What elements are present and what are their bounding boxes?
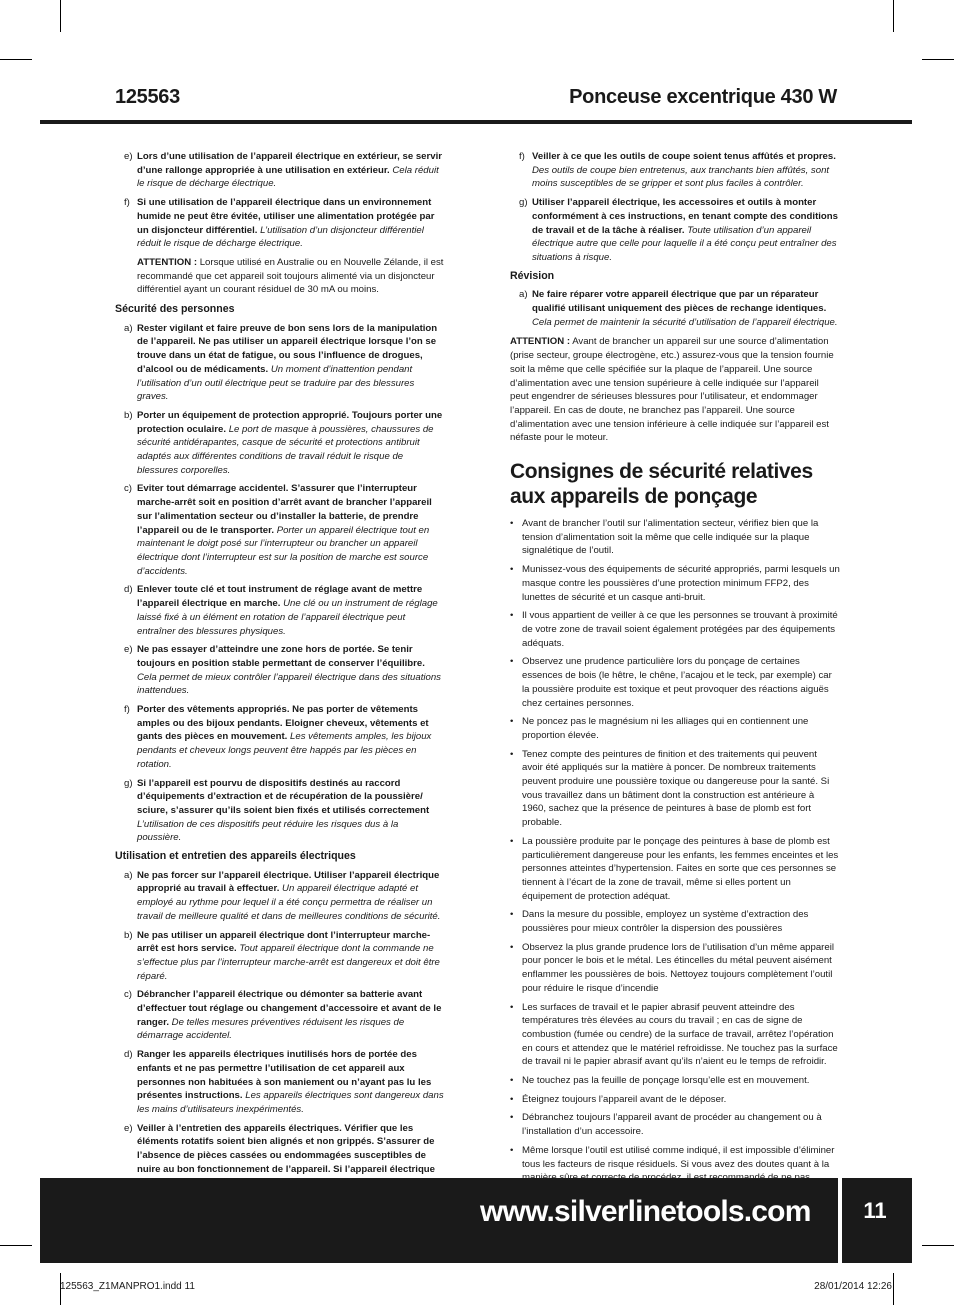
bullet-marker: • bbox=[510, 1144, 514, 1156]
bullet-item: • Éteignez toujours l’appareil avant de le déposer. bbox=[510, 1093, 727, 1105]
instruction-item: a) Ne faire réparer votre appareil électrique que par un réparateur qualifié utilisant uniquement des pièces de rechange identiques. Cela permet de maintenir la sécurité d’utilisation de l’appareil électrique. bbox=[519, 289, 838, 328]
bullet-item: • Munissez-vous des équipements de sécurité appropriés, parmi lesquels un masque contre les poussières d’une protection minimum FFP2, des lunettes de sécurité et un casque anti-bruit. bbox=[510, 564, 840, 603]
bullet-item: • Avant de brancher l’outil sur l’alimentation secteur, vérifiez bien que la tension d’alimentation soit la même que celle indiquée sur la plaque signalétique de l’outil. bbox=[510, 518, 819, 557]
instruction-item: f) Veiller à ce que les outils de coupe soient tenus affûtés et propres. Des outils de coupe bien entretenus, aux tranchants bien affûtés, sont moins susceptibles de se gripper et sont plus faciles à contrôler. bbox=[519, 151, 836, 190]
crop-mark bbox=[0, 1245, 32, 1246]
bullet-marker: • bbox=[510, 1093, 514, 1105]
page-number: 11 bbox=[863, 1198, 887, 1223]
instruction-item: d) Enlever toute clé et tout instrument de réglage avant de mettre l’appareil électrique en marche. Une clé ou un instrument de réglage laissé fixé à un élément en rotation de l’appareil électrique peut entraîner des blessures physiques. bbox=[124, 584, 438, 637]
subheading-personal-safety: Sécurité des personnes bbox=[115, 303, 235, 316]
bullet-marker: • bbox=[510, 518, 514, 530]
crop-mark bbox=[893, 1273, 894, 1305]
instruction-item: b) Ne pas utiliser un appareil électrique dont l’interrupteur marche-arrêt est hors service. Tout appareil électrique dont la commande ne s’effectue plus par l’interrupteur marche-arrêt est dangereux et doit être réparé. bbox=[124, 929, 440, 982]
instruction-item: a) Ne pas forcer sur l’appareil électrique. Utiliser l’appareil électrique approprié au travail à effectuer. Un appareil électrique adapté et employé au rythme pour lequel il a été conçu permettra de réaliser un travail de meilleure qualité et dans de meilleures conditions de sécurité. bbox=[124, 869, 441, 922]
bullet-marker: • bbox=[510, 1112, 514, 1124]
instruction-item: a) Rester vigilant et faire preuve de bon sens lors de la manipulation de l’appareil. Ne pas utiliser un appareil électrique lorsque l’on se trouve dans un état de fatigue, ou sous l’influence de drogues, d’alcool ou de médicaments. Un moment d’inattention pendant l’utilisation d’un outil électrique peut se traduire par des blessures graves. bbox=[124, 322, 438, 403]
instruction-item: e) Ne pas essayer d’atteindre une zone hors de portée. Se tenir toujours en position stable permettant de conserver l’équilibre. Cela permet de mieux contrôler l’appareil électrique dans des situations inattendues. bbox=[124, 644, 441, 697]
bullet-marker: • bbox=[510, 656, 514, 668]
page-number-separator bbox=[838, 1178, 842, 1263]
crop-mark bbox=[0, 59, 32, 60]
page-header bbox=[40, 86, 912, 124]
footer-bar bbox=[40, 1178, 912, 1263]
instruction-item: e) Veiller à l’entretien des appareils électriques. Vérifier que les éléments rotatifs soient bien alignés et non grippés. S’assurer de l’absence de pièces cassées ou endommagées susceptibles de nuire au bon fonctionnement de l’appareil. Si l’appareil électrique bbox=[124, 1122, 435, 1175]
bullet-marker: • bbox=[510, 716, 514, 728]
instruction-item: f) Si une utilisation de l’appareil électrique dans un environnement humide ne peut être évitée, utiliser une alimentation protégée par un disjoncteur différentiel. L’utilisation d’un disjoncteur différentiel réduit le risque de décharge électrique. bbox=[124, 197, 435, 250]
left-column bbox=[115, 150, 445, 1223]
bullet-item: • Les surfaces de travail et le papier abrasif peuvent atteindre des températures très élevées au cours du travail ; en cas de signe de combustion (fumée ou cendre) de la surface de travail, arrêtez l’opération en cours et attendez que le matériel refroidisse. Ne touchez pas la surface de travail ni le papier abrasif avant qu’ils n’aient eu le temps de refroidir. bbox=[510, 1001, 838, 1068]
crop-mark bbox=[922, 59, 954, 60]
bullet-item: • Débranchez toujours l’appareil avant de procéder au changement ou à l’installation d’un accessoire. bbox=[510, 1112, 822, 1138]
website-link[interactable]: www.silverlinetools.com bbox=[480, 1195, 811, 1228]
crop-mark bbox=[60, 0, 61, 32]
bullet-marker: • bbox=[510, 610, 514, 622]
bullet-item: • Dans la mesure du possible, employez un système d’extraction des poussières pour mieux contrôler la dispersion des poussières bbox=[510, 909, 809, 935]
bullet-item: • Observez la plus grande prudence lors de l’utilisation d’un même appareil pour poncer le bois et le métal. Les étincelles du métal peuvent aisément enflammer les poussières de bois. Nettoyez toujours complètement l’outil pour réduire le risque d’incendie bbox=[510, 941, 834, 994]
right-column bbox=[510, 150, 840, 1204]
bullet-marker: • bbox=[510, 941, 514, 953]
bullet-item: • Ne poncez pas le magnésium ni les alliages qui en contiennent une proportion élevée. bbox=[510, 716, 809, 741]
bullet-item: • Ne touchez pas la feuille de ponçage lorsqu’elle est en mouvement. bbox=[510, 1075, 810, 1087]
page-number-box bbox=[838, 1178, 912, 1263]
bullet-marker: • bbox=[510, 564, 514, 576]
header-rule bbox=[40, 120, 912, 124]
slug-date: 28/01/2014 12:26 bbox=[814, 1281, 892, 1292]
crop-mark bbox=[893, 0, 894, 32]
sanding-safety-list bbox=[510, 517, 840, 1199]
bullet-item: • Il vous appartient de veiller à ce que les personnes se trouvant à proximité de votre zone de travail soient également protégées par des équipements adéquats. bbox=[510, 610, 838, 649]
slug-filename: 125563_Z1MANPRO1.indd 11 bbox=[60, 1281, 195, 1292]
bullet-marker: • bbox=[510, 909, 514, 921]
instruction-item: g) Utiliser l’appareil électrique, les accessoires et outils à monter conformément à ces instructions, en tenant compte des conditions de travail et de la tâche à réaliser. Toute utilisation d’un appareil électrique autre que celle pour laquelle il a été conçu peut entraîner des situations à risque. bbox=[519, 197, 838, 263]
crop-mark bbox=[922, 1245, 954, 1246]
bullet-item: • Même lorsque l’outil est utilisé comme indiqué, il est impossible d’éliminer tous les facteurs de risque résiduels. Si vous avez des doutes quant à la bbox=[510, 1144, 835, 1170]
subheading-tool-use: Utilisation et entretien des appareils électriques bbox=[115, 850, 356, 863]
instruction-item: f) Porter des vêtements appropriés. Ne pas porter de vêtements amples ou des bijoux pendants. Eloigner cheveux, vêtements et gants des pièces en mouvement. Les vêtements amples, les bijoux pendants et cheveux longs peuvent être happés par les pièces en rotation. bbox=[124, 704, 432, 770]
bullet-marker: • bbox=[510, 1075, 514, 1087]
bullet-marker: • bbox=[510, 1001, 514, 1013]
instruction-item: b) Porter un équipement de protection approprié. Toujours porter une protection oculaire. Le port de masque à poussières, chaussures de sécurité antidérapantes, casque de sécurité et protections antibruit adaptés aux différentes conditions de travail réduit le risque de blessures corporelles. bbox=[124, 409, 443, 476]
bullet-marker: • bbox=[510, 748, 514, 760]
section-title: Consignes de sécurité relatives aux appareils de ponçage bbox=[510, 460, 813, 509]
attention-note: ATTENTION : Lorsque utilisé en Australie ou en Nouvelle Zélande, il est recommandé que cet appareil soit toujours alimenté via un disjoncteur différentiel ayant un courant résiduel de 30 mA ou moins. bbox=[137, 256, 444, 296]
instruction-item: c) Eviter tout démarrage accidentel. S’assurer que l’interrupteur marche-arrêt soit en position d’arrêt avant de brancher l’appareil sur l’alimentation secteur ou d’installer la batterie, de prendre l’appareil ou de le transporter. Porter un appareil électrique tout en maintenant le doigt posé sur l’interrupteur ou brancher un appareil électrique dont l’interrupteur est sur la position de marche est source d’accidents. bbox=[124, 483, 432, 577]
instruction-item: g) Si l’appareil est pourvu de dispositifs destinés au raccord d’équipements d’extraction et de récupération de la poussière/ sciure, s’assurer qu’ils soient bien fixés et utilisés correctement L’utilisation de ces dispositifs peut réduire les risques dus à la poussière. bbox=[124, 777, 430, 844]
instruction-item: c) Débrancher l’appareil électrique ou démonter sa batterie avant d’effectuer tout réglage ou changement d’accessoire et avant de le ranger. De telles mesures préventives réduisent les risques de démarrage accidentel. bbox=[124, 989, 442, 1042]
bullet-item: • La poussière produite par le ponçage des peintures à base de plomb est particulièrement dangereuse pour les enfants, les femmes enceintes et les personnes atteintes d’hypertension. Faites en sorte que ces personnes se tiennent à l’écart de la zone de travail, même si elles portent un équipement de protection adéquat. bbox=[510, 835, 839, 902]
bullet-item: • Tenez compte des peintures de finition et des traitements qui peuvent avoir été appliqués sur la matière à poncer. De nombreux traitements peuvent produire une poussière toxique ou dangereuse pour la santé. Si vous travaillez dans un bâtiment dont la construction est antérieure à 1960, sachez que la présence de peintures à base de plomb est fort probable. bbox=[510, 748, 830, 829]
bullet-marker: • bbox=[510, 835, 514, 847]
instruction-item: d) Ranger les appareils électriques inutilisés hors de portée des enfants et ne pas permettre l’utilisation de cet appareil aux personnes non habituées à son maniement ou n’ayant pas lu les présentes instructions. Les appareils électriques sont dangereux dans les mains d’utilisateurs inexpérimentés. bbox=[124, 1049, 444, 1115]
subheading-revision: Révision bbox=[510, 269, 555, 282]
bullet-item: • Observez une prudence particulière lors du ponçage de certaines essences de bois (le hêtre, le chêne, l’acajou et le teck, par exemple) car la poussière produite est toxique et peut provoquer des réactions aiguës chez certaines personnes. bbox=[510, 656, 832, 709]
attention-note: ATTENTION : Avant de brancher un appareil sur une source d’alimentation (prise secteur, groupe électrogène, etc.) assurez-vous que la tension fournie soit la même que celle spécifiée sur la plaque de l’appareil. Une source d’alimentation avec une tension supérieure à celle indiquée sur l’appareil peut engendrer de sérieuses blessures pour l’utilisateur, et endommager l’appareil. En cas de doute, ne branchez pas l’appareil. Une source d’alimentation avec une tension inférieure à celle indiquée sur l’appareil est néfaste pour le moteur. bbox=[510, 336, 834, 444]
product-code: 125563 bbox=[115, 86, 180, 108]
instruction-item: e) Lors d’une utilisation de l’appareil électrique en extérieur, se servir d’une rallonge appropriée à une utilisation en extérieur. Cela réduit le risque de décharge électrique. bbox=[124, 151, 442, 190]
product-title: Ponceuse excentrique 430 W bbox=[569, 86, 837, 108]
